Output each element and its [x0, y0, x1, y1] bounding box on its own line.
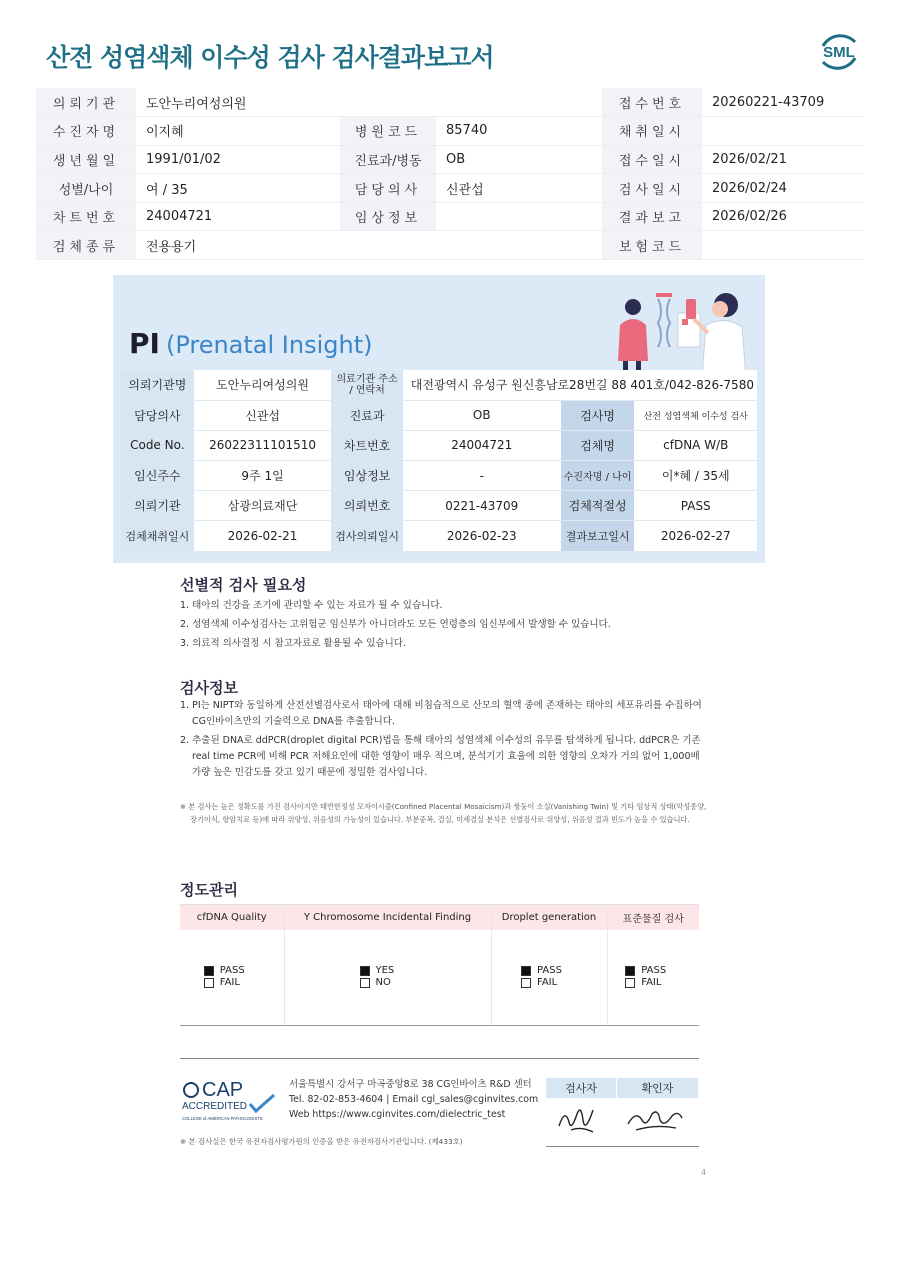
info-row	[36, 231, 864, 260]
value: 도안누리여성의원	[136, 88, 340, 117]
option-label: FAIL	[219, 977, 240, 989]
checkbox-checked	[204, 966, 214, 976]
value	[340, 231, 436, 260]
value: 0221-43709	[403, 491, 561, 521]
label: 검체종류	[36, 231, 136, 260]
label: 임상정보	[331, 461, 402, 491]
label: 수진자명	[36, 117, 136, 146]
label: Code No.	[121, 430, 194, 460]
pi-title	[129, 327, 372, 360]
value: 이*혜 / 35세	[634, 461, 757, 491]
sml-logo	[815, 28, 863, 76]
cap-sub: ACCREDITED	[182, 1101, 248, 1112]
value: 85740	[436, 117, 602, 146]
accreditation-footnote: ※ 본 검사실은 한국 유전자검사평가원의 인증을 받은 유전자검사기관입니다. (제433호)	[180, 1137, 463, 1146]
value: cfDNA W/B	[634, 430, 757, 460]
cap-small: COLLEGE of AMERICAN PATHOLOGISTS	[182, 1116, 263, 1121]
label: 생년월일	[36, 145, 136, 174]
label: 병원코드	[340, 117, 436, 146]
label-line: / 연락처	[349, 384, 385, 396]
lab-address	[289, 1077, 538, 1122]
label: 수진자명 / 나이	[561, 461, 635, 491]
list-item: 1. 태아의 건강을 조기에 관리할 수 있는 자료가 될 수 있습니다.	[180, 600, 443, 611]
qc-cell	[284, 930, 491, 1026]
info-row	[36, 145, 864, 174]
qc-cell	[180, 930, 284, 1026]
list-item: 3. 의료적 의사결정 시 참고자료로 활용될 수 있습니다.	[180, 638, 406, 649]
value: 1991/01/02	[136, 145, 340, 174]
label: 의뢰기관	[121, 491, 194, 521]
page-title: 산전 성염색체 이수성 검사 검사결과보고서	[46, 43, 494, 72]
doctor-illustration-icon	[608, 285, 753, 377]
value	[436, 202, 602, 231]
value: 여 / 35	[136, 174, 340, 203]
label: 차트번호	[331, 430, 402, 460]
value: 2026-02-21	[194, 521, 332, 551]
info-row	[36, 202, 864, 231]
testinfo-list	[180, 698, 710, 784]
label: 차트번호	[36, 202, 136, 231]
web-line: Web https://www.cginvites.com/dielectric_test	[289, 1109, 506, 1120]
signature-table	[546, 1078, 699, 1147]
option-label: PASS	[537, 965, 562, 977]
value: -	[403, 461, 561, 491]
label: 보험코드	[602, 231, 702, 260]
page-number: 4	[701, 1168, 707, 1177]
contact-line: Tel. 82-02-853-4604 | Email cgl_sales@cginvites.com	[289, 1094, 539, 1105]
label: 의뢰기관명	[121, 370, 194, 400]
option-label: FAIL	[537, 977, 558, 989]
disclaimer-note: ※ 본 검사는 높은 정확도를 가진 검사이지만 태반한정성 모자이시즘(Confined Placental Mosaicism)과 쌍둥이 소실(Vanishing Twin) 및 기타 임상적 상태(악성종양, 장기이식, 항암치료 등)에 따라 위양성, 위음성의 가능성이 있습니다. 부분중복, 결실, 미세결실 분석은 선별검사로 위양성, 위음성 결과 빈도가 높을 수 있습니다.	[180, 802, 707, 824]
value: 산전 성염색체 이수성 검사	[634, 400, 757, 430]
checkbox-checked	[521, 966, 531, 976]
checkbox-checked	[360, 966, 370, 976]
label: 성별/나이	[36, 174, 136, 203]
value: 전용용기	[136, 231, 340, 260]
confirmer-signature	[616, 1098, 698, 1146]
qc-header-row	[180, 905, 699, 930]
necessity-list	[180, 598, 710, 655]
pi-subtitle: (Prenatal Insight)	[165, 331, 373, 359]
confirmer-label: 확인자	[616, 1078, 698, 1098]
label: 채취일시	[602, 117, 702, 146]
label: 임상정보	[340, 202, 436, 231]
value	[436, 88, 602, 117]
label: 진료과	[331, 400, 402, 430]
pi-row	[121, 400, 757, 430]
pi-row	[121, 430, 757, 460]
label: 검체채취일시	[121, 521, 194, 551]
value: 이지혜	[136, 117, 340, 146]
label: 검사일시	[602, 174, 702, 203]
qc-header: Y Chromosome Incidental Finding	[284, 905, 491, 930]
value: 26022311101510	[194, 430, 332, 460]
value: 2026/02/26	[702, 202, 864, 231]
pi-info-table	[121, 370, 757, 552]
value: 2026/02/21	[702, 145, 864, 174]
info-row	[36, 117, 864, 146]
value: 24004721	[136, 202, 340, 231]
qc-title: 정도관리	[180, 881, 238, 899]
patient-info-table	[36, 88, 864, 260]
testinfo-title: 검사정보	[180, 679, 238, 697]
value	[702, 117, 864, 146]
checkbox-empty	[521, 978, 531, 988]
label: 임신주수	[121, 461, 194, 491]
pi-row	[121, 521, 757, 551]
label: 검체적절성	[561, 491, 635, 521]
checkbox-empty	[625, 978, 635, 988]
list-item: 1. PI는 NIPT와 동일하게 산전선별검사로서 태아에 대해 비침습적으로 산모의 혈액 중에 존재하는 태아의 세포유리를 수집하여 CG인바이츠만의 기술력으로 DNA를 추출합니다.	[180, 700, 702, 727]
info-row	[36, 174, 864, 203]
label: 검사의뢰일시	[331, 521, 402, 551]
checkbox-checked	[625, 966, 635, 976]
cap-main: CAP	[202, 1079, 244, 1101]
value: 삼광의료재단	[194, 491, 332, 521]
value	[702, 231, 864, 260]
value: 도안누리여성의원	[194, 370, 332, 400]
option-label: PASS	[219, 965, 245, 977]
option-label: PASS	[641, 965, 667, 977]
address-line: 서울특별시 강서구 마곡중앙8로 38 CG인바이츠 R&D 센터	[289, 1079, 532, 1090]
value: 2026-02-23	[403, 521, 561, 551]
pi-row	[121, 370, 757, 400]
value: OB	[436, 145, 602, 174]
list-item: 2. 성염색체 이수성검사는 고위험군 임신부가 아니더라도 모든 연령층의 임신부에서 발생할 수 있습니다.	[180, 619, 611, 630]
option-label: YES	[375, 965, 395, 977]
label: 접수일시	[602, 145, 702, 174]
label: 담당의사	[340, 174, 436, 203]
value: 신관섭	[436, 174, 602, 203]
tester-signature	[546, 1098, 616, 1146]
label: 결과보고일시	[561, 521, 635, 551]
pi-panel	[113, 275, 765, 563]
pi-title-main: PI	[129, 327, 160, 360]
qc-table	[180, 904, 699, 1026]
label: 진료과/병동	[340, 145, 436, 174]
label: 의뢰번호	[331, 491, 402, 521]
label-line: 의료기관 주소	[336, 373, 398, 385]
value: 대전광역시 유성구 원신흥남로28번길 88 401호/042-826-7580	[403, 370, 757, 400]
option-label: FAIL	[641, 977, 662, 989]
qc-header: Droplet generation	[491, 905, 607, 930]
tester-label: 검사자	[546, 1078, 616, 1098]
label: 접수번호	[602, 88, 702, 117]
value	[436, 231, 602, 260]
option-label: NO	[375, 977, 391, 989]
cap-accredited-logo	[182, 1078, 278, 1122]
pi-row	[121, 461, 757, 491]
value: 2026-02-27	[634, 521, 757, 551]
value: 신관섭	[194, 400, 332, 430]
value: 2026/02/24	[702, 174, 864, 203]
necessity-title: 선별적 검사 필요성	[180, 576, 307, 594]
divider	[180, 1058, 699, 1059]
value: 9주 1일	[194, 461, 332, 491]
qc-value-row	[180, 930, 699, 1026]
qc-cell	[607, 930, 699, 1026]
label: 의뢰기관	[36, 88, 136, 117]
pi-row	[121, 491, 757, 521]
logo-text: SML	[823, 44, 855, 61]
info-row	[36, 88, 864, 117]
checkbox-empty	[360, 978, 370, 988]
value: OB	[403, 400, 561, 430]
label	[340, 88, 436, 117]
label: 결과보고	[602, 202, 702, 231]
qc-header: 표준물질 검사	[607, 905, 699, 930]
label: 검체명	[561, 430, 635, 460]
label: 담당의사	[121, 400, 194, 430]
qc-cell	[491, 930, 607, 1026]
label	[331, 370, 402, 400]
checkbox-empty	[204, 978, 214, 988]
value: PASS	[634, 491, 757, 521]
value: 24004721	[403, 430, 561, 460]
qc-header: cfDNA Quality	[180, 905, 284, 930]
list-item: 2. 추출된 DNA로 ddPCR(droplet digital PCR)법을 통해 태아의 성염색체 이수성의 유무를 탐색하게 됩니다. ddPCR은 기존 real time PCR에 비해 PCR 저해요인에 대한 영향이 매우 적으며, 분석기기 효율에 의한 영향의 오차가 거의 없어 1,000배 가량 높은 민감도를 갖고 있기 때문에 정밀한 검사입니다.	[180, 735, 701, 778]
value: 20260221-43709	[702, 88, 864, 117]
label: 검사명	[561, 400, 635, 430]
